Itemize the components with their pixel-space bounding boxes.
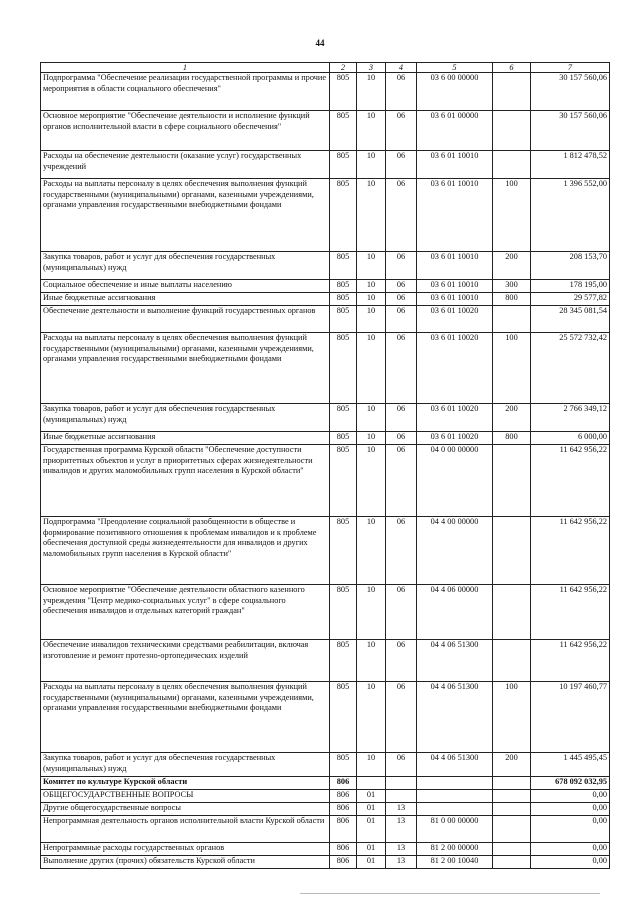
- section-cell: 10: [357, 753, 386, 777]
- expense-type-cell: [493, 790, 531, 803]
- subsection-cell: 13: [386, 816, 417, 843]
- expense-type-cell: [493, 445, 531, 517]
- description-cell: Расходы на обеспечение деятельности (оказание услуг) государственных учреждений: [41, 151, 330, 179]
- subsection-cell: 06: [386, 682, 417, 753]
- target-article-cell: 04 0 00 00000: [417, 445, 493, 517]
- page-number: 44: [315, 38, 325, 48]
- target-article-cell: 03 6 01 10010: [417, 151, 493, 179]
- expense-type-cell: 800: [493, 432, 531, 445]
- amount-cell: 678 092 032,95: [531, 777, 610, 790]
- expense-type-cell: 100: [493, 179, 531, 252]
- subsection-cell: 06: [386, 640, 417, 682]
- ministry-code-cell: 805: [330, 280, 357, 293]
- description-cell: Государственная программа Курской области "Обеспечение доступности приоритетных объектов и услуг в приоритетных сферах жизнедеятельности инвалидов и других маломобильных групп населения в Курской области": [41, 445, 330, 517]
- col-header-6: 6: [493, 63, 531, 73]
- ministry-code-cell: 805: [330, 151, 357, 179]
- ministry-code-cell: 806: [330, 790, 357, 803]
- expense-type-cell: 200: [493, 404, 531, 432]
- ministry-code-cell: 805: [330, 404, 357, 432]
- expense-type-cell: 800: [493, 293, 531, 306]
- ministry-code-cell: 806: [330, 777, 357, 790]
- description-cell: ОБЩЕГОСУДАРСТВЕННЫЕ ВОПРОСЫ: [41, 790, 330, 803]
- ministry-code-cell: 806: [330, 843, 357, 856]
- table-row: [41, 843, 610, 856]
- target-article-cell: 81 2 00 00000: [417, 843, 493, 856]
- table-row: [41, 753, 610, 777]
- amount-cell: 11 642 956,22: [531, 517, 610, 585]
- description-cell: Обеспечение инвалидов техническими средствами реабилитации, включая изготовление и ремонт протезно-ортопедических изделий: [41, 640, 330, 682]
- target-article-cell: 03 6 01 10020: [417, 306, 493, 333]
- expense-type-cell: [493, 843, 531, 856]
- col-header-7: 7: [531, 63, 610, 73]
- ministry-code-cell: 805: [330, 179, 357, 252]
- expense-type-cell: 300: [493, 280, 531, 293]
- header-row: [41, 63, 610, 73]
- ministry-code-cell: 805: [330, 111, 357, 151]
- expense-type-cell: 100: [493, 333, 531, 404]
- section-cell: 10: [357, 445, 386, 517]
- col-header-3: 3: [357, 63, 386, 73]
- subsection-cell: 13: [386, 856, 417, 869]
- amount-cell: 30 157 560,06: [531, 111, 610, 151]
- expense-type-cell: [493, 73, 531, 111]
- target-article-cell: [417, 777, 493, 790]
- expense-type-cell: [493, 111, 531, 151]
- amount-cell: 208 153,70: [531, 252, 610, 280]
- expense-type-cell: [493, 306, 531, 333]
- description-cell: Непрограммные расходы государственных органов: [41, 843, 330, 856]
- section-cell: 01: [357, 843, 386, 856]
- amount-cell: 0,00: [531, 856, 610, 869]
- table-row: [41, 856, 610, 869]
- amount-cell: 2 766 349,12: [531, 404, 610, 432]
- subsection-cell: 06: [386, 293, 417, 306]
- target-article-cell: 03 6 01 00000: [417, 111, 493, 151]
- subsection-cell: 06: [386, 445, 417, 517]
- description-cell: Расходы на выплаты персоналу в целях обеспечения выполнения функций государственными (муниципальными) органами, казенными учреждениями, органами управления государственными внебюджетными фондами: [41, 682, 330, 753]
- table-row: [41, 682, 610, 753]
- table-row: [41, 432, 610, 445]
- ministry-code-cell: 805: [330, 333, 357, 404]
- subsection-cell: 06: [386, 404, 417, 432]
- table-row: [41, 803, 610, 816]
- table-row: [41, 306, 610, 333]
- description-cell: Комитет по культуре Курской области: [41, 777, 330, 790]
- target-article-cell: 03 6 01 10010: [417, 293, 493, 306]
- ministry-code-cell: 805: [330, 517, 357, 585]
- description-cell: Иные бюджетные ассигнования: [41, 293, 330, 306]
- description-cell: Расходы на выплаты персоналу в целях обеспечения выполнения функций государственными (муниципальными) органами, казенными учреждениями, органами управления государственными внебюджетными фондами: [41, 333, 330, 404]
- table-row: [41, 73, 610, 111]
- ministry-code-cell: 806: [330, 816, 357, 843]
- subsection-cell: 13: [386, 843, 417, 856]
- subsection-cell: [386, 790, 417, 803]
- expense-type-cell: [493, 816, 531, 843]
- expense-type-cell: [493, 640, 531, 682]
- expense-type-cell: [493, 585, 531, 640]
- budget-table: [40, 62, 610, 869]
- ministry-code-cell: 805: [330, 306, 357, 333]
- subsection-cell: 06: [386, 280, 417, 293]
- table-row: [41, 252, 610, 280]
- subsection-cell: 06: [386, 585, 417, 640]
- description-cell: Социальное обеспечение и иные выплаты населению: [41, 280, 330, 293]
- description-cell: Непрограммная деятельность органов исполнительной власти Курской области: [41, 816, 330, 843]
- section-cell: 10: [357, 73, 386, 111]
- col-header-2: 2: [330, 63, 357, 73]
- ministry-code-cell: 805: [330, 753, 357, 777]
- expense-type-cell: 200: [493, 753, 531, 777]
- expense-type-cell: 100: [493, 682, 531, 753]
- table-row: [41, 151, 610, 179]
- description-cell: Обеспечение деятельности и выполнение функций государственных органов: [41, 306, 330, 333]
- amount-cell: 28 345 081,54: [531, 306, 610, 333]
- target-article-cell: 04 4 06 00000: [417, 585, 493, 640]
- expense-type-cell: [493, 803, 531, 816]
- ministry-code-cell: 805: [330, 682, 357, 753]
- subsection-cell: 06: [386, 333, 417, 404]
- target-article-cell: [417, 790, 493, 803]
- subsection-cell: 13: [386, 803, 417, 816]
- amount-cell: 1 396 552,00: [531, 179, 610, 252]
- section-cell: 10: [357, 585, 386, 640]
- expense-type-cell: [493, 151, 531, 179]
- section-cell: 10: [357, 151, 386, 179]
- amount-cell: 1 445 495,45: [531, 753, 610, 777]
- amount-cell: 0,00: [531, 816, 610, 843]
- description-cell: Закупка товаров, работ и услуг для обеспечения государственных (муниципальных) нужд: [41, 404, 330, 432]
- section-cell: 10: [357, 280, 386, 293]
- ministry-code-cell: 805: [330, 293, 357, 306]
- section-cell: 01: [357, 816, 386, 843]
- expense-type-cell: [493, 777, 531, 790]
- amount-cell: 1 812 478,52: [531, 151, 610, 179]
- amount-cell: 0,00: [531, 843, 610, 856]
- section-cell: 10: [357, 404, 386, 432]
- subsection-cell: [386, 777, 417, 790]
- target-article-cell: 03 6 01 10020: [417, 333, 493, 404]
- ministry-code-cell: 806: [330, 856, 357, 869]
- table-row: [41, 333, 610, 404]
- target-article-cell: 03 6 01 10010: [417, 179, 493, 252]
- amount-cell: 30 157 560,06: [531, 73, 610, 111]
- col-header-1: 1: [41, 63, 330, 73]
- target-article-cell: [417, 803, 493, 816]
- amount-cell: 11 642 956,22: [531, 585, 610, 640]
- target-article-cell: 03 6 01 10020: [417, 404, 493, 432]
- table-row: [41, 517, 610, 585]
- table-row: [41, 179, 610, 252]
- description-cell: Подпрограмма "Преодоление социальной разобщенности в обществе и формирование позитивного отношения к проблемам инвалидов и к проблеме обеспечения доступной среды жизнедеятельности для инвалидов и других маломобильных групп населения в Курской области": [41, 517, 330, 585]
- subsection-cell: 06: [386, 151, 417, 179]
- section-cell: 10: [357, 517, 386, 585]
- table-row: [41, 816, 610, 843]
- section-cell: 10: [357, 293, 386, 306]
- section-cell: 10: [357, 252, 386, 280]
- ministry-code-cell: 805: [330, 640, 357, 682]
- target-article-cell: 04 4 06 51300: [417, 753, 493, 777]
- description-cell: Выполнение других (прочих) обязательств Курской области: [41, 856, 330, 869]
- page-edge-line: [300, 893, 600, 894]
- section-cell: 10: [357, 111, 386, 151]
- table-row: [41, 280, 610, 293]
- target-article-cell: 81 0 00 00000: [417, 816, 493, 843]
- ministry-code-cell: 806: [330, 803, 357, 816]
- target-article-cell: 03 6 01 10010: [417, 280, 493, 293]
- description-cell: Закупка товаров, работ и услуг для обеспечения государственных (муниципальных) нужд: [41, 252, 330, 280]
- col-header-4: 4: [386, 63, 417, 73]
- amount-cell: 11 642 956,22: [531, 445, 610, 517]
- table-row: [41, 111, 610, 151]
- amount-cell: 6 000,00: [531, 432, 610, 445]
- ministry-code-cell: 805: [330, 445, 357, 517]
- table-row: [41, 790, 610, 803]
- description-cell: Закупка товаров, работ и услуг для обеспечения государственных (муниципальных) нужд: [41, 753, 330, 777]
- subsection-cell: 06: [386, 432, 417, 445]
- target-article-cell: 03 6 00 00000: [417, 73, 493, 111]
- table-row: [41, 445, 610, 517]
- ministry-code-cell: 805: [330, 585, 357, 640]
- section-cell: 01: [357, 856, 386, 869]
- section-cell: 10: [357, 306, 386, 333]
- expense-type-cell: 200: [493, 252, 531, 280]
- target-article-cell: 03 6 01 10020: [417, 432, 493, 445]
- ministry-code-cell: 805: [330, 73, 357, 111]
- expense-type-cell: [493, 517, 531, 585]
- section-cell: 10: [357, 179, 386, 252]
- target-article-cell: 04 4 00 00000: [417, 517, 493, 585]
- amount-cell: 25 572 732,42: [531, 333, 610, 404]
- amount-cell: 11 642 956,22: [531, 640, 610, 682]
- table-row: [41, 293, 610, 306]
- section-cell: 10: [357, 333, 386, 404]
- col-header-5: 5: [417, 63, 493, 73]
- description-cell: Расходы на выплаты персоналу в целях обеспечения выполнения функций государственными (муниципальными) органами, казенными учреждениями, органами управления государственными внебюджетными фондами: [41, 179, 330, 252]
- table-row: [41, 585, 610, 640]
- table-row: [41, 404, 610, 432]
- subsection-cell: 06: [386, 111, 417, 151]
- target-article-cell: 04 4 06 51300: [417, 682, 493, 753]
- section-cell: 10: [357, 432, 386, 445]
- description-cell: Основное мероприятие "Обеспечение деятельности и исполнение функций органов исполнительной власти в сфере социального обеспечения": [41, 111, 330, 151]
- expense-type-cell: [493, 856, 531, 869]
- amount-cell: 0,00: [531, 803, 610, 816]
- ministry-code-cell: 805: [330, 252, 357, 280]
- subsection-cell: 06: [386, 179, 417, 252]
- section-cell: [357, 777, 386, 790]
- subsection-cell: 06: [386, 517, 417, 585]
- section-cell: 01: [357, 803, 386, 816]
- description-cell: Подпрограмма "Обеспечение реализации государственной программы и прочие мероприятия в области социального обеспечения": [41, 73, 330, 111]
- amount-cell: 178 195,00: [531, 280, 610, 293]
- ministry-code-cell: 805: [330, 432, 357, 445]
- target-article-cell: 81 2 00 10040: [417, 856, 493, 869]
- amount-cell: 0,00: [531, 790, 610, 803]
- section-cell: 10: [357, 640, 386, 682]
- description-cell: Основное мероприятие "Обеспечение деятельности областного казенного учреждения "Центр медико-социальных услуг" в сфере социального обеспечения инвалидов и отдельных категорий граждан": [41, 585, 330, 640]
- table-row: [41, 777, 610, 790]
- subsection-cell: 06: [386, 306, 417, 333]
- subsection-cell: 06: [386, 753, 417, 777]
- description-cell: Иные бюджетные ассигнования: [41, 432, 330, 445]
- table-body: [41, 73, 610, 869]
- amount-cell: 10 197 460,77: [531, 682, 610, 753]
- table-row: [41, 640, 610, 682]
- amount-cell: 29 577,82: [531, 293, 610, 306]
- description-cell: Другие общегосударственные вопросы: [41, 803, 330, 816]
- subsection-cell: 06: [386, 73, 417, 111]
- section-cell: 10: [357, 682, 386, 753]
- subsection-cell: 06: [386, 252, 417, 280]
- target-article-cell: 03 6 01 10010: [417, 252, 493, 280]
- target-article-cell: 04 4 06 51300: [417, 640, 493, 682]
- section-cell: 01: [357, 790, 386, 803]
